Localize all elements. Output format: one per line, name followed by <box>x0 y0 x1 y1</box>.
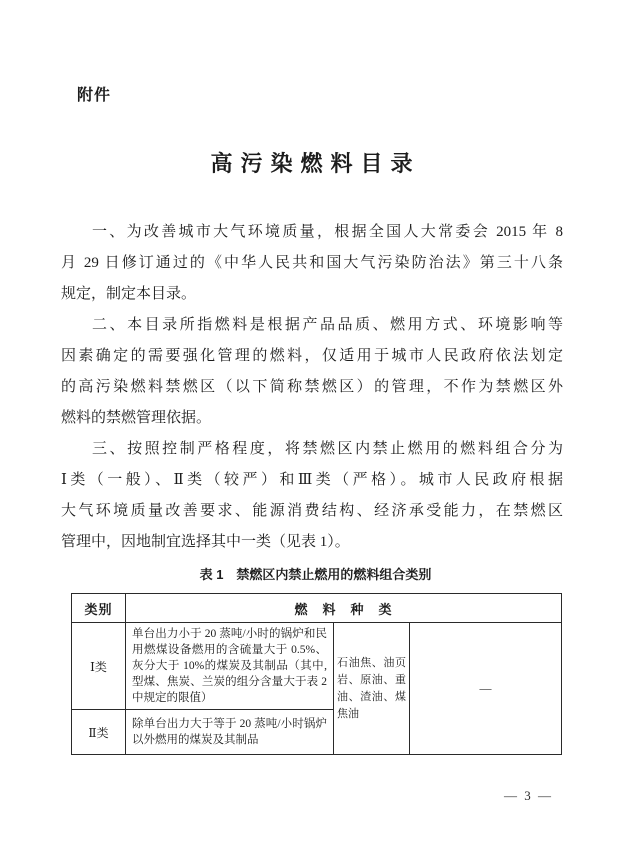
document-title: 高污染燃料目录 <box>210 151 421 176</box>
attachment-label: 附件 <box>77 87 112 104</box>
paragraph-3-line: 大气环境质量改善要求、能源消费结构、经济承受能力，在禁燃区 <box>61 503 563 519</box>
paragraph-3-line: 管理中，因地制宜选择其中一类（见表 1）。 <box>61 534 350 550</box>
paragraph-1-line: 规定，制定本目录。 <box>61 286 197 302</box>
paragraph-1-line: 月 29 日修订通过的《中华人民共和国大气污染防治法》第三十八条 <box>61 255 563 271</box>
table-header-row <box>72 594 562 623</box>
description-cell-class1: 单台出力小于 20 蒸吨/小时的锅炉和民用燃煤设备燃用的含硫量大于 0.5%、灰分大于 10%的煤炭及其制品（其中,型煤、焦炭、兰炭的组分含量大于表 2 中规定的限值） <box>126 623 334 710</box>
paragraph-2-line: 二、本目录所指燃料是根据产品品质、燃用方式、环境影响等 <box>92 317 563 333</box>
paragraph-2-line: 的高污染燃料禁燃区（以下简称禁燃区）的管理，不作为禁燃区外 <box>61 379 563 395</box>
shared-empty-cell: — <box>410 623 562 755</box>
body-paragraphs <box>61 217 563 558</box>
page-number: — 3 — <box>504 788 553 803</box>
header-cell-fuel-types: 燃 料 种 类 <box>126 594 562 623</box>
paragraph-3-line: Ⅰ类（一般）、Ⅱ类（较严）和Ⅲ类（严格）。城市人民政府根据 <box>61 472 563 488</box>
paragraph-2-line: 燃料的禁燃管理依据。 <box>61 410 212 426</box>
paragraph-2-line: 因素确定的需要强化管理的燃料，仅适用于城市人民政府依法划定 <box>61 348 563 364</box>
fuel-category-table <box>71 593 562 755</box>
table-row <box>72 623 562 710</box>
header-cell-category: 类别 <box>72 594 126 623</box>
paragraph-1-line: 一、为改善城市大气环境质量，根据全国人大常委会 2015 年 8 <box>92 224 563 240</box>
description-cell-class2: 除单台出力大于等于 20 蒸吨/小时锅炉以外燃用的煤炭及其制品 <box>126 710 334 755</box>
table-caption: 表 1 禁燃区内禁止燃用的燃料组合类别 <box>199 567 432 582</box>
shared-fuels-cell: 石油焦、油页岩、原油、重油、渣油、煤焦油 <box>334 623 410 755</box>
category-cell-class1: Ⅰ类 <box>72 623 126 710</box>
paragraph-3-line: 三、按照控制严格程度，将禁燃区内禁止燃用的燃料组合分为 <box>92 441 563 457</box>
category-cell-class2: Ⅱ类 <box>72 710 126 755</box>
